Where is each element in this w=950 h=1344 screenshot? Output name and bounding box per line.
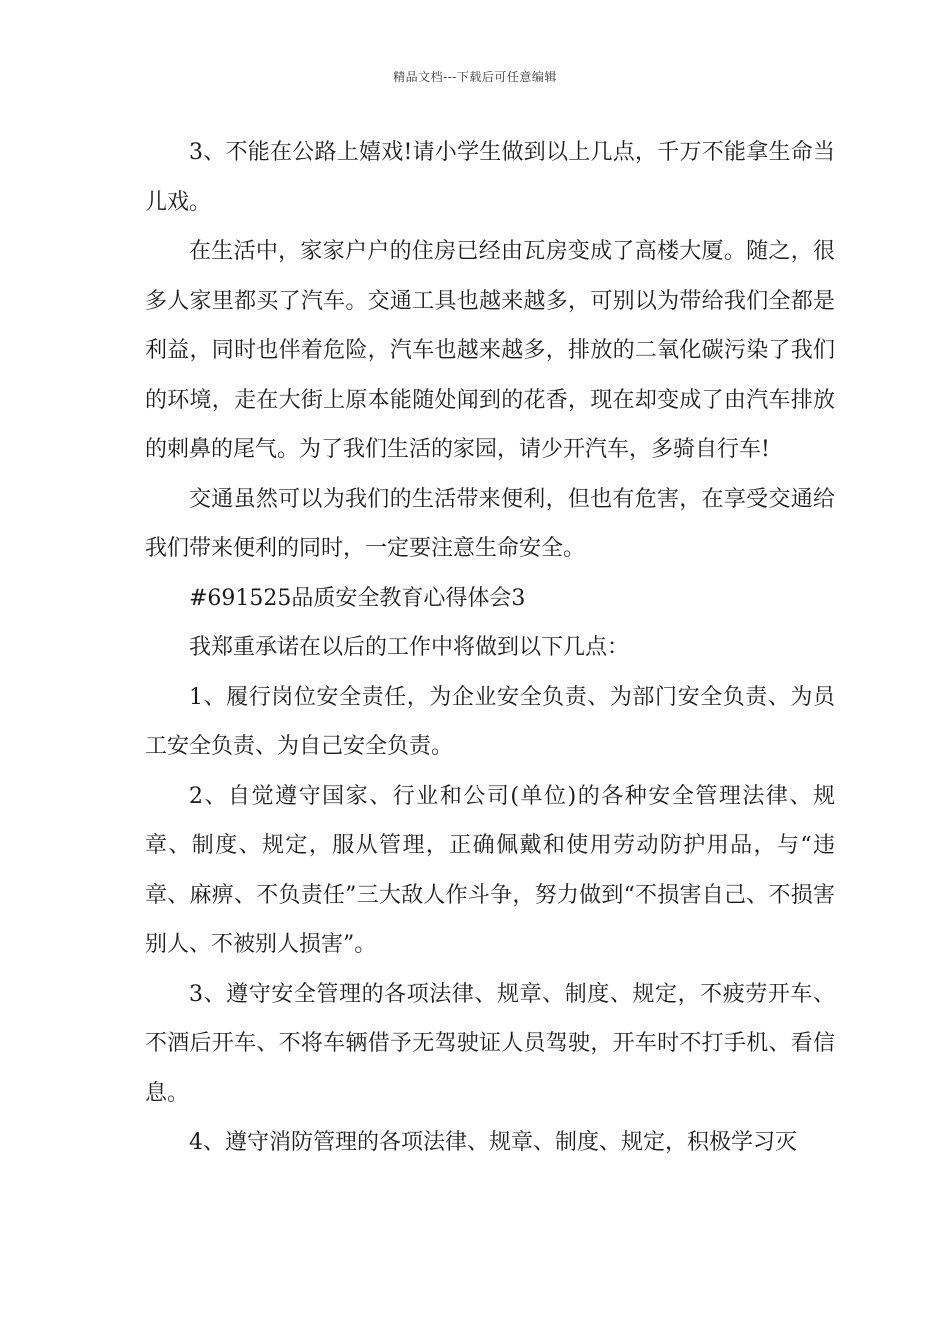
paragraph-1: 3、不能在公路上嬉戏!请小学生做到以上几点，千万不能拿生命当儿戏。 (145, 140, 835, 215)
page-header: 精品文档---下载后可任意编辑 (393, 70, 557, 84)
paragraph-3: 交通虽然可以为我们的生活带来便利，但也有危害，在享受交通给我们带来便利的同时，一定要注意生命安全。 (145, 486, 835, 561)
document-body (145, 128, 835, 1168)
paragraph-6: 2、自觉遵守国家、行业和公司(单位)的各种安全管理法律、规章、制度、规定，服从管理，正确佩戴和使用劳动防护用品，与“违章、麻痹、不负责任”三大敌人作斗争，努力做到“不损害自己、不损害别人、不被别人损害”。 (145, 783, 835, 957)
paragraph-2: 在生活中，家家户户的住房已经由瓦房变成了高楼大厦。随之，很多人家里都买了汽车。交通工具也越来越多，可别以为带给我们全都是利益，同时也伴着危险，汽车也越来越多，排放的二氧化碳污染了我们的环境，走在大街上原本能随处闻到的花香，现在却变成了由汽车排放的刺鼻的尾气。为了我们生活的家园，请少开汽车，多骑自行车! (145, 239, 835, 462)
paragraph-8: 4、遵守消防管理的各项法律、规章、制度、规定，积极学习灭 (189, 1130, 797, 1155)
paragraph-7: 3、遵守安全管理的各项法律、规章、制度、规定，不疲劳开车、不酒后开车、不将车辆借予无驾驶证人员驾驶，开车时不打手机、看信息。 (145, 981, 835, 1106)
section-heading: #691525品质安全教育心得体会3 (189, 585, 526, 611)
paragraph-4: 我郑重承诺在以后的工作中将做到以下几点： (189, 635, 630, 660)
paragraph-5: 1、履行岗位安全责任，为企业安全负责、为部门安全负责、为员工安全负责、为自己安全负责。 (145, 684, 835, 759)
